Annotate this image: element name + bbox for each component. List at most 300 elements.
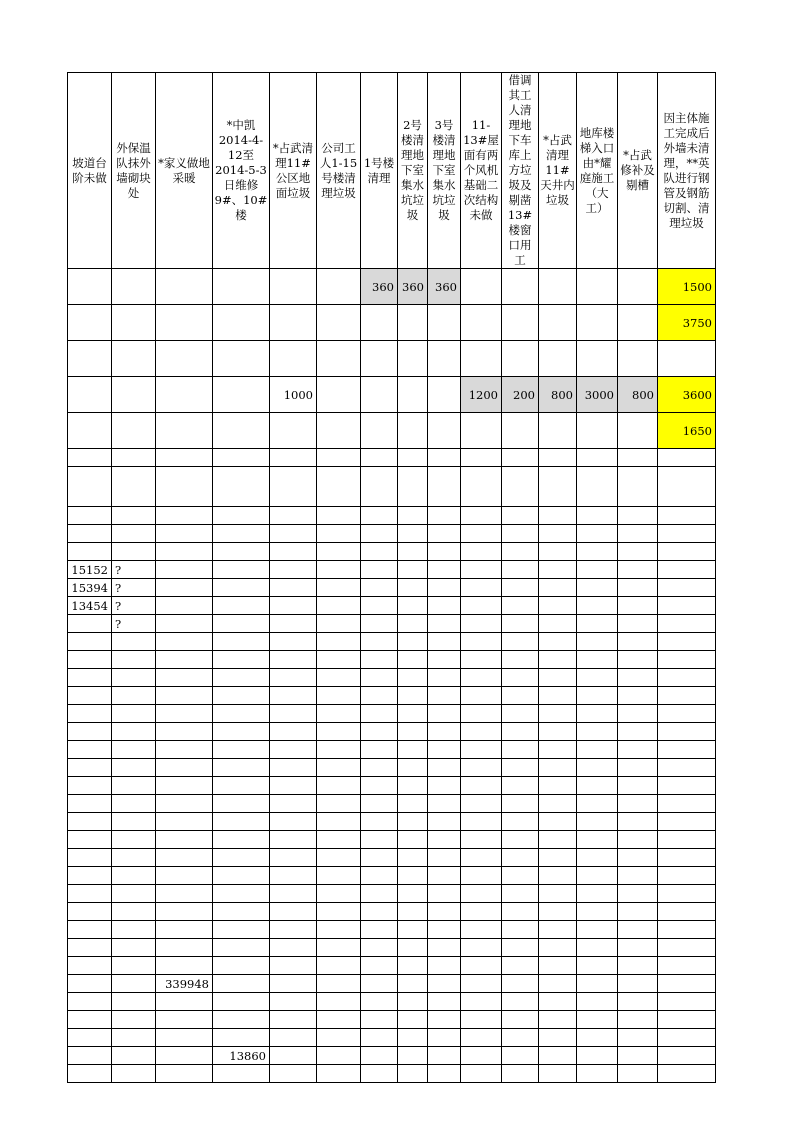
table-cell[interactable] bbox=[361, 939, 398, 957]
table-cell[interactable] bbox=[461, 1047, 502, 1065]
table-cell[interactable] bbox=[361, 993, 398, 1011]
table-cell[interactable] bbox=[213, 687, 270, 705]
table-cell[interactable] bbox=[68, 867, 112, 885]
table-cell[interactable] bbox=[398, 1011, 428, 1029]
table-cell[interactable] bbox=[398, 993, 428, 1011]
table-cell[interactable] bbox=[658, 651, 716, 669]
table-cell[interactable] bbox=[461, 1065, 502, 1083]
table-cell[interactable] bbox=[317, 957, 361, 975]
table-cell[interactable] bbox=[428, 975, 461, 993]
table-cell[interactable] bbox=[658, 975, 716, 993]
table-cell[interactable] bbox=[618, 705, 658, 723]
table-cell[interactable] bbox=[213, 993, 270, 1011]
table-cell[interactable] bbox=[398, 413, 428, 449]
table-cell[interactable] bbox=[112, 795, 156, 813]
table-cell[interactable] bbox=[68, 305, 112, 341]
table-cell[interactable] bbox=[156, 543, 213, 561]
table-cell[interactable] bbox=[577, 1029, 618, 1047]
table-cell[interactable] bbox=[112, 957, 156, 975]
table-cell[interactable] bbox=[156, 993, 213, 1011]
table-cell[interactable] bbox=[618, 1047, 658, 1065]
table-cell[interactable] bbox=[270, 849, 317, 867]
table-cell[interactable] bbox=[213, 741, 270, 759]
table-cell[interactable]: 800 bbox=[539, 377, 577, 413]
table-cell[interactable] bbox=[317, 507, 361, 525]
table-cell[interactable]: 13454 bbox=[68, 597, 112, 615]
table-cell[interactable] bbox=[317, 269, 361, 305]
table-cell[interactable] bbox=[156, 1047, 213, 1065]
table-cell[interactable] bbox=[539, 543, 577, 561]
table-cell[interactable] bbox=[618, 921, 658, 939]
table-cell[interactable] bbox=[398, 921, 428, 939]
table-cell[interactable] bbox=[361, 579, 398, 597]
table-cell[interactable] bbox=[156, 669, 213, 687]
table-cell[interactable] bbox=[213, 543, 270, 561]
table-cell[interactable] bbox=[270, 903, 317, 921]
table-cell[interactable] bbox=[361, 723, 398, 741]
table-cell[interactable] bbox=[361, 957, 398, 975]
table-cell[interactable] bbox=[398, 831, 428, 849]
table-cell[interactable] bbox=[428, 1011, 461, 1029]
table-cell[interactable] bbox=[502, 1011, 539, 1029]
header-cell[interactable]: 因主体施工完成后外墙未清理，**英队进行钢管及钢筋切割、清理垃圾 bbox=[658, 73, 716, 269]
table-cell[interactable] bbox=[502, 1029, 539, 1047]
table-cell[interactable] bbox=[618, 633, 658, 651]
table-cell[interactable] bbox=[618, 597, 658, 615]
table-cell[interactable] bbox=[156, 687, 213, 705]
table-cell[interactable] bbox=[428, 723, 461, 741]
table-cell[interactable] bbox=[213, 413, 270, 449]
table-cell[interactable] bbox=[658, 467, 716, 507]
table-cell[interactable] bbox=[539, 413, 577, 449]
table-cell[interactable] bbox=[361, 615, 398, 633]
table-cell[interactable] bbox=[156, 467, 213, 507]
table-cell[interactable] bbox=[577, 813, 618, 831]
table-cell[interactable] bbox=[317, 615, 361, 633]
table-cell[interactable] bbox=[577, 269, 618, 305]
table-cell[interactable] bbox=[270, 269, 317, 305]
table-cell[interactable] bbox=[68, 449, 112, 467]
table-cell[interactable] bbox=[156, 921, 213, 939]
table-cell[interactable] bbox=[502, 449, 539, 467]
table-cell[interactable] bbox=[428, 867, 461, 885]
table-cell[interactable] bbox=[398, 795, 428, 813]
table-cell[interactable] bbox=[398, 975, 428, 993]
table-cell[interactable] bbox=[270, 813, 317, 831]
table-cell[interactable] bbox=[317, 633, 361, 651]
table-cell[interactable] bbox=[658, 759, 716, 777]
table-cell[interactable] bbox=[539, 939, 577, 957]
table-cell[interactable] bbox=[156, 413, 213, 449]
table-cell[interactable] bbox=[539, 975, 577, 993]
table-cell[interactable] bbox=[112, 1029, 156, 1047]
table-cell[interactable] bbox=[361, 561, 398, 579]
table-cell[interactable] bbox=[361, 705, 398, 723]
table-cell[interactable] bbox=[539, 687, 577, 705]
table-cell[interactable] bbox=[112, 975, 156, 993]
table-cell[interactable] bbox=[539, 777, 577, 795]
table-cell[interactable] bbox=[658, 741, 716, 759]
table-cell[interactable] bbox=[577, 413, 618, 449]
table-cell[interactable] bbox=[618, 579, 658, 597]
table-cell[interactable] bbox=[68, 741, 112, 759]
table-cell[interactable] bbox=[112, 651, 156, 669]
table-cell[interactable] bbox=[68, 467, 112, 507]
table-cell[interactable] bbox=[539, 741, 577, 759]
table-cell[interactable] bbox=[213, 831, 270, 849]
table-cell[interactable] bbox=[461, 305, 502, 341]
table-cell[interactable] bbox=[213, 467, 270, 507]
table-cell[interactable] bbox=[156, 525, 213, 543]
table-cell[interactable] bbox=[361, 1011, 398, 1029]
table-cell[interactable]: 800 bbox=[618, 377, 658, 413]
table-cell[interactable] bbox=[361, 651, 398, 669]
table-cell[interactable] bbox=[317, 579, 361, 597]
table-cell[interactable] bbox=[618, 795, 658, 813]
header-cell[interactable]: 借调其工人清理地下车库上方垃圾及剔凿13#楼窗口用工 bbox=[502, 73, 539, 269]
table-cell[interactable] bbox=[68, 525, 112, 543]
table-cell[interactable] bbox=[398, 885, 428, 903]
table-cell[interactable] bbox=[539, 903, 577, 921]
table-cell[interactable] bbox=[398, 759, 428, 777]
table-cell[interactable] bbox=[317, 723, 361, 741]
table-cell[interactable] bbox=[270, 885, 317, 903]
table-cell[interactable] bbox=[461, 615, 502, 633]
table-cell[interactable] bbox=[112, 921, 156, 939]
table-cell[interactable] bbox=[270, 341, 317, 377]
table-cell[interactable] bbox=[213, 341, 270, 377]
table-cell[interactable] bbox=[213, 615, 270, 633]
table-cell[interactable] bbox=[539, 957, 577, 975]
table-cell[interactable] bbox=[398, 1029, 428, 1047]
table-cell[interactable] bbox=[539, 1065, 577, 1083]
table-cell[interactable] bbox=[398, 705, 428, 723]
table-cell[interactable] bbox=[156, 377, 213, 413]
table-cell[interactable]: 1000 bbox=[270, 377, 317, 413]
table-cell[interactable] bbox=[539, 723, 577, 741]
table-cell[interactable] bbox=[398, 723, 428, 741]
table-cell[interactable] bbox=[156, 449, 213, 467]
table-cell[interactable] bbox=[461, 651, 502, 669]
table-cell[interactable] bbox=[502, 903, 539, 921]
table-cell[interactable] bbox=[156, 305, 213, 341]
table-cell[interactable] bbox=[317, 651, 361, 669]
table-cell[interactable] bbox=[361, 885, 398, 903]
table-cell[interactable] bbox=[539, 1047, 577, 1065]
table-cell[interactable] bbox=[398, 305, 428, 341]
table-cell[interactable] bbox=[361, 413, 398, 449]
table-cell[interactable] bbox=[213, 705, 270, 723]
table-cell[interactable] bbox=[112, 687, 156, 705]
table-cell[interactable] bbox=[270, 305, 317, 341]
table-cell[interactable] bbox=[213, 759, 270, 777]
table-cell[interactable] bbox=[68, 543, 112, 561]
table-cell[interactable] bbox=[361, 777, 398, 795]
table-cell[interactable] bbox=[658, 993, 716, 1011]
table-cell[interactable] bbox=[618, 687, 658, 705]
table-cell[interactable] bbox=[317, 975, 361, 993]
table-cell[interactable] bbox=[398, 1047, 428, 1065]
table-cell[interactable] bbox=[618, 849, 658, 867]
table-cell[interactable] bbox=[618, 723, 658, 741]
table-cell[interactable] bbox=[213, 525, 270, 543]
table-cell[interactable]: 339948 bbox=[156, 975, 213, 993]
table-cell[interactable] bbox=[270, 449, 317, 467]
table-cell[interactable] bbox=[461, 1011, 502, 1029]
table-cell[interactable] bbox=[539, 615, 577, 633]
table-cell[interactable] bbox=[461, 939, 502, 957]
table-cell[interactable] bbox=[577, 543, 618, 561]
table-cell[interactable] bbox=[112, 269, 156, 305]
table-cell[interactable] bbox=[618, 525, 658, 543]
table-cell[interactable] bbox=[539, 561, 577, 579]
table-cell[interactable] bbox=[112, 939, 156, 957]
table-cell[interactable] bbox=[156, 561, 213, 579]
table-cell[interactable] bbox=[428, 705, 461, 723]
table-cell[interactable] bbox=[539, 849, 577, 867]
table-cell[interactable] bbox=[317, 377, 361, 413]
table-cell[interactable]: 15394 bbox=[68, 579, 112, 597]
header-cell[interactable]: 外保温队抹外墙砌块处 bbox=[112, 73, 156, 269]
table-cell[interactable] bbox=[618, 305, 658, 341]
table-cell[interactable] bbox=[428, 669, 461, 687]
table-cell[interactable] bbox=[156, 849, 213, 867]
table-cell[interactable] bbox=[618, 1065, 658, 1083]
table-cell[interactable] bbox=[317, 1047, 361, 1065]
table-cell[interactable] bbox=[317, 1065, 361, 1083]
table-cell[interactable] bbox=[577, 777, 618, 795]
table-cell[interactable] bbox=[502, 759, 539, 777]
table-cell[interactable] bbox=[428, 615, 461, 633]
table-cell[interactable] bbox=[361, 1029, 398, 1047]
table-cell[interactable] bbox=[428, 831, 461, 849]
table-cell[interactable] bbox=[539, 633, 577, 651]
table-cell[interactable] bbox=[461, 849, 502, 867]
table-cell[interactable] bbox=[68, 507, 112, 525]
table-cell[interactable] bbox=[577, 975, 618, 993]
header-cell[interactable]: 坡道台阶未做 bbox=[68, 73, 112, 269]
table-cell[interactable] bbox=[502, 867, 539, 885]
table-cell[interactable] bbox=[112, 377, 156, 413]
table-cell[interactable] bbox=[577, 597, 618, 615]
table-cell[interactable] bbox=[577, 723, 618, 741]
table-cell[interactable] bbox=[577, 449, 618, 467]
table-cell[interactable] bbox=[618, 885, 658, 903]
table-cell[interactable] bbox=[618, 975, 658, 993]
table-cell[interactable] bbox=[213, 777, 270, 795]
table-cell[interactable] bbox=[618, 1011, 658, 1029]
table-cell[interactable] bbox=[398, 543, 428, 561]
table-cell[interactable] bbox=[68, 377, 112, 413]
table-cell[interactable] bbox=[317, 449, 361, 467]
table-cell[interactable] bbox=[539, 269, 577, 305]
table-cell[interactable] bbox=[112, 467, 156, 507]
table-cell[interactable] bbox=[317, 543, 361, 561]
table-cell[interactable] bbox=[213, 579, 270, 597]
table-cell[interactable] bbox=[577, 1065, 618, 1083]
table-cell[interactable] bbox=[317, 705, 361, 723]
table-cell[interactable] bbox=[361, 867, 398, 885]
table-cell[interactable] bbox=[502, 615, 539, 633]
table-cell[interactable] bbox=[270, 759, 317, 777]
table-cell[interactable] bbox=[68, 651, 112, 669]
table-cell[interactable] bbox=[112, 993, 156, 1011]
table-cell[interactable]: 1500 bbox=[658, 269, 716, 305]
table-cell[interactable]: 1200 bbox=[461, 377, 502, 413]
table-cell[interactable] bbox=[428, 377, 461, 413]
header-cell[interactable]: *家义做地采暖 bbox=[156, 73, 213, 269]
table-cell[interactable] bbox=[461, 525, 502, 543]
table-cell[interactable] bbox=[502, 269, 539, 305]
table-cell[interactable] bbox=[658, 341, 716, 377]
table-cell[interactable] bbox=[539, 993, 577, 1011]
table-cell[interactable] bbox=[618, 615, 658, 633]
table-cell[interactable] bbox=[428, 597, 461, 615]
table-cell[interactable] bbox=[428, 687, 461, 705]
table-cell[interactable] bbox=[577, 341, 618, 377]
table-cell[interactable] bbox=[398, 1065, 428, 1083]
table-cell[interactable] bbox=[461, 633, 502, 651]
table-cell[interactable] bbox=[428, 467, 461, 507]
table-cell[interactable]: 3750 bbox=[658, 305, 716, 341]
table-cell[interactable] bbox=[398, 579, 428, 597]
table-cell[interactable] bbox=[361, 975, 398, 993]
table-cell[interactable] bbox=[213, 867, 270, 885]
table-cell[interactable] bbox=[398, 741, 428, 759]
table-cell[interactable] bbox=[361, 921, 398, 939]
table-cell[interactable] bbox=[618, 561, 658, 579]
table-cell[interactable] bbox=[577, 741, 618, 759]
table-cell[interactable] bbox=[317, 939, 361, 957]
table-cell[interactable] bbox=[461, 885, 502, 903]
table-cell[interactable] bbox=[428, 1065, 461, 1083]
table-cell[interactable] bbox=[270, 993, 317, 1011]
table-cell[interactable] bbox=[112, 543, 156, 561]
table-cell[interactable] bbox=[577, 921, 618, 939]
table-cell[interactable] bbox=[112, 849, 156, 867]
table-cell[interactable]: ? bbox=[112, 579, 156, 597]
table-cell[interactable] bbox=[317, 885, 361, 903]
table-cell[interactable] bbox=[317, 467, 361, 507]
table-cell[interactable] bbox=[658, 579, 716, 597]
table-cell[interactable] bbox=[502, 975, 539, 993]
header-cell[interactable]: 公司工人1-15号楼清理垃圾 bbox=[317, 73, 361, 269]
table-cell[interactable] bbox=[156, 777, 213, 795]
table-cell[interactable] bbox=[658, 525, 716, 543]
table-cell[interactable] bbox=[502, 921, 539, 939]
table-cell[interactable] bbox=[461, 705, 502, 723]
table-cell[interactable] bbox=[577, 885, 618, 903]
table-cell[interactable]: 15152 bbox=[68, 561, 112, 579]
table-cell[interactable] bbox=[270, 777, 317, 795]
table-cell[interactable] bbox=[317, 305, 361, 341]
table-cell[interactable] bbox=[112, 759, 156, 777]
table-cell[interactable] bbox=[618, 777, 658, 795]
table-cell[interactable] bbox=[618, 413, 658, 449]
table-cell[interactable] bbox=[213, 921, 270, 939]
table-cell[interactable] bbox=[270, 507, 317, 525]
table-cell[interactable] bbox=[539, 597, 577, 615]
table-cell[interactable] bbox=[317, 777, 361, 795]
table-cell[interactable] bbox=[428, 651, 461, 669]
table-cell[interactable] bbox=[539, 867, 577, 885]
table-cell[interactable] bbox=[156, 615, 213, 633]
table-cell[interactable] bbox=[658, 1047, 716, 1065]
table-cell[interactable]: 200 bbox=[502, 377, 539, 413]
table-cell[interactable] bbox=[270, 561, 317, 579]
table-cell[interactable] bbox=[577, 759, 618, 777]
table-cell[interactable] bbox=[361, 377, 398, 413]
table-cell[interactable] bbox=[68, 1029, 112, 1047]
table-cell[interactable] bbox=[502, 1065, 539, 1083]
table-cell[interactable] bbox=[270, 1011, 317, 1029]
table-cell[interactable] bbox=[270, 579, 317, 597]
table-cell[interactable] bbox=[428, 449, 461, 467]
table-cell[interactable] bbox=[213, 1029, 270, 1047]
table-cell[interactable] bbox=[68, 687, 112, 705]
table-cell[interactable] bbox=[658, 597, 716, 615]
table-cell[interactable] bbox=[577, 507, 618, 525]
table-cell[interactable] bbox=[398, 561, 428, 579]
table-cell[interactable] bbox=[270, 957, 317, 975]
table-cell[interactable] bbox=[618, 867, 658, 885]
table-cell[interactable] bbox=[461, 777, 502, 795]
table-cell[interactable] bbox=[577, 795, 618, 813]
table-cell[interactable] bbox=[68, 1011, 112, 1029]
table-cell[interactable] bbox=[461, 597, 502, 615]
table-cell[interactable] bbox=[112, 525, 156, 543]
table-cell[interactable] bbox=[428, 579, 461, 597]
table-cell[interactable] bbox=[156, 705, 213, 723]
table-cell[interactable]: 1650 bbox=[658, 413, 716, 449]
table-cell[interactable] bbox=[502, 669, 539, 687]
table-cell[interactable] bbox=[428, 939, 461, 957]
table-cell[interactable] bbox=[658, 921, 716, 939]
table-cell[interactable] bbox=[317, 831, 361, 849]
table-cell[interactable] bbox=[361, 543, 398, 561]
table-cell[interactable] bbox=[156, 831, 213, 849]
table-cell[interactable] bbox=[461, 903, 502, 921]
table-cell[interactable] bbox=[213, 813, 270, 831]
table-cell[interactable] bbox=[461, 341, 502, 377]
table-cell[interactable] bbox=[398, 813, 428, 831]
table-cell[interactable] bbox=[502, 1047, 539, 1065]
header-cell[interactable]: *中凯2014-4-12至2014-5-3日维修9#、10#楼 bbox=[213, 73, 270, 269]
table-cell[interactable] bbox=[461, 413, 502, 449]
table-cell[interactable] bbox=[539, 525, 577, 543]
table-cell[interactable] bbox=[317, 741, 361, 759]
table-cell[interactable] bbox=[461, 867, 502, 885]
table-cell[interactable] bbox=[112, 1011, 156, 1029]
table-cell[interactable] bbox=[618, 993, 658, 1011]
table-cell[interactable] bbox=[658, 1011, 716, 1029]
table-cell[interactable] bbox=[213, 507, 270, 525]
table-cell[interactable] bbox=[539, 759, 577, 777]
table-cell[interactable] bbox=[502, 957, 539, 975]
table-cell[interactable] bbox=[317, 413, 361, 449]
table-cell[interactable] bbox=[502, 579, 539, 597]
table-cell[interactable] bbox=[577, 867, 618, 885]
table-cell[interactable] bbox=[68, 341, 112, 377]
table-cell[interactable] bbox=[428, 1029, 461, 1047]
table-cell[interactable] bbox=[658, 885, 716, 903]
table-cell[interactable] bbox=[361, 813, 398, 831]
table-cell[interactable] bbox=[361, 633, 398, 651]
table-cell[interactable] bbox=[213, 633, 270, 651]
table-cell[interactable] bbox=[112, 305, 156, 341]
table-cell[interactable] bbox=[213, 377, 270, 413]
table-cell[interactable] bbox=[461, 449, 502, 467]
